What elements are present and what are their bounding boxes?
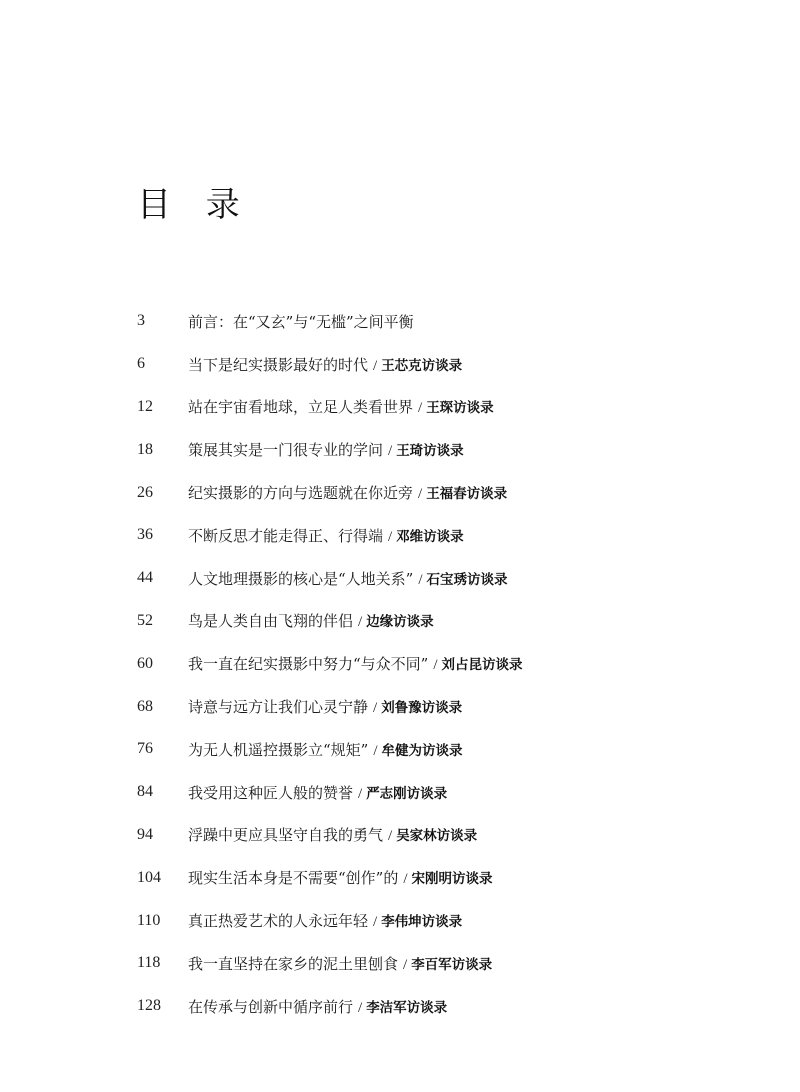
toc-entry-title: 在传承与创新中循序前行 [188,997,354,1016]
toc-entry-interview: 边缘访谈录 [366,614,434,631]
toc-entry-interview: 邓维访谈录 [396,528,464,545]
toc-entry-text [188,396,494,417]
toc-page-number: 118 [137,954,161,972]
toc-entry-text [188,996,447,1017]
toc-entry[interactable] [0,942,800,985]
toc-page-number: 68 [137,697,153,715]
toc-separator: / [358,614,363,631]
toc-entry-title: 当下是纪实摄影最好的时代 [188,355,369,374]
toc-entry-text [188,867,493,888]
toc-separator: / [418,400,423,417]
toc-entry-interview: 王琦访谈录 [396,443,464,460]
toc-separator: / [418,571,423,588]
toc-page-number: 18 [137,440,153,458]
toc-entry-interview: 王琛访谈录 [426,400,494,417]
toc-entry-title: 不断反思才能走得正、行得端 [188,526,384,545]
toc-entry-interview: 王芯克访谈录 [381,357,463,374]
toc-page-number: 3 [137,312,145,330]
toc-page-number: 26 [137,483,153,501]
toc-entry-title: 前言：在“又玄”与“无槛”之间平衡 [188,312,414,331]
toc-entry[interactable] [0,428,800,471]
toc-entry-interview: 刘鲁豫访谈录 [381,700,463,717]
toc-page-number: 36 [137,526,153,544]
toc-separator: / [358,785,363,802]
toc-entry-text [188,568,508,589]
toc-page-number: 128 [137,997,161,1015]
toc-entry-text [188,439,464,460]
toc-entry-interview: 石宝琇访谈录 [426,571,508,588]
toc-entry[interactable] [0,343,800,386]
toc-page-number: 94 [137,825,153,843]
toc-separator: / [358,999,363,1016]
toc-entry-title: 我一直坚持在家乡的泥土里刨食 [188,954,399,973]
toc-entry-title: 浮躁中更应具坚守自我的勇气 [188,826,384,845]
toc-entry-text [188,354,462,375]
page-title: 目 录 [137,185,252,225]
toc-page-number: 84 [137,783,153,801]
toc-entry[interactable] [0,685,800,728]
table-of-contents [0,300,800,1028]
toc-entry-title: 鸟是人类自由飞翔的伴侣 [188,612,354,631]
toc-page-number: 60 [137,654,153,672]
toc-separator: / [373,700,378,717]
toc-entry-title: 站在宇宙看地球，立足人类看世界 [188,398,414,417]
toc-separator: / [418,486,423,503]
toc-separator: / [403,871,408,888]
toc-entry-title: 真正热爱艺术的人永远年轻 [188,912,369,931]
toc-entry-text [188,525,464,546]
toc-entry[interactable] [0,600,800,643]
toc-separator: / [388,443,393,460]
toc-entry[interactable] [0,642,800,685]
toc-entry[interactable] [0,471,800,514]
toc-entry-title: 现实生活本身是不需要“创作”的 [188,869,399,888]
toc-entry-text [188,739,463,760]
toc-separator: / [373,357,378,374]
toc-entry-text [188,610,434,631]
toc-entry[interactable] [0,386,800,429]
toc-entry-text [188,910,462,931]
toc-entry[interactable] [0,985,800,1028]
toc-entry-interview: 李洁军访谈录 [366,999,448,1016]
toc-entry-interview: 刘占昆访谈录 [441,657,523,674]
toc-page-number: 6 [137,355,145,373]
toc-entry[interactable] [0,856,800,899]
toc-entry-title: 为无人机遥控摄影立“规矩” [188,740,369,759]
toc-page-number: 104 [137,868,161,886]
toc-entry[interactable] [0,300,800,343]
toc-separator: / [373,742,378,759]
toc-entry-title: 我一直在纪实摄影中努力“与众不同” [188,655,429,674]
toc-entry-title: 我受用这种匠人般的赞誉 [188,783,354,802]
toc-entry-interview: 牟健为访谈录 [381,742,463,759]
toc-entry-interview: 李百军访谈录 [411,956,493,973]
toc-entry[interactable] [0,771,800,814]
toc-entry[interactable] [0,728,800,771]
toc-entry-interview: 严志刚访谈录 [366,785,448,802]
toc-separator: / [388,528,393,545]
toc-page-number: 44 [137,569,153,587]
toc-page-number: 52 [137,611,153,629]
toc-entry[interactable] [0,899,800,942]
toc-page-number: 12 [137,397,153,415]
toc-entry-text [188,953,492,974]
toc-entry-text [188,653,523,674]
toc-entry[interactable] [0,814,800,857]
toc-separator: / [433,657,438,674]
toc-entry-interview: 吴家林访谈录 [396,828,478,845]
toc-separator: / [403,956,408,973]
toc-page-number: 76 [137,740,153,758]
toc-entry-text [188,824,477,845]
toc-entry-text [188,482,507,503]
toc-entry-title: 人文地理摄影的核心是“人地关系” [188,569,414,588]
toc-entry[interactable] [0,557,800,600]
toc-entry-text [188,782,447,803]
toc-entry-interview: 王福春访谈录 [426,486,508,503]
toc-entry-title: 策展其实是一门很专业的学问 [188,441,384,460]
toc-entry-interview: 李伟坤访谈录 [381,914,463,931]
toc-entry-title: 诗意与远方让我们心灵宁静 [188,698,369,717]
toc-entry-text [188,311,414,332]
toc-entry[interactable] [0,514,800,557]
toc-entry-interview: 宋刚明访谈录 [411,871,493,888]
toc-separator: / [388,828,393,845]
toc-page-number: 110 [137,911,161,929]
toc-entry-text [188,696,462,717]
toc-entry-title: 纪实摄影的方向与选题就在你近旁 [188,484,414,503]
toc-separator: / [373,914,378,931]
